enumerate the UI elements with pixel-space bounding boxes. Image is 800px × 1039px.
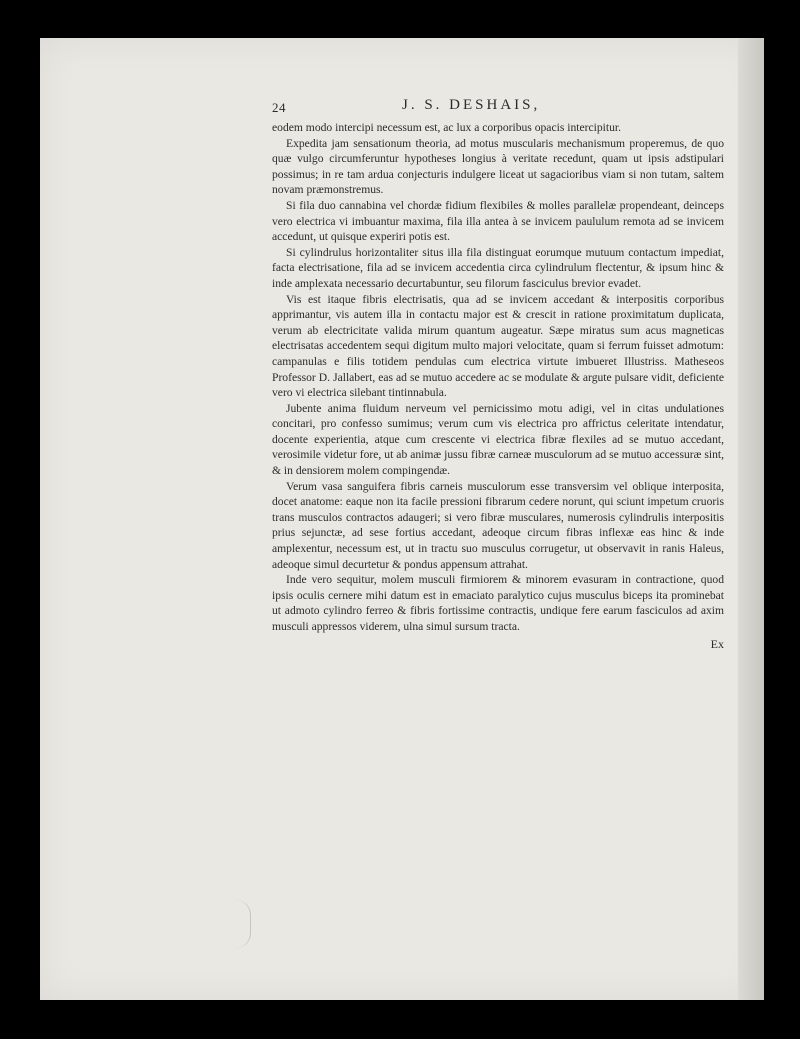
running-title: J. S. DESHAIS, [402, 97, 541, 113]
paragraph-2: Expedita jam sensationum theoria, ad motus muscularis mechanismum properemus, de quo quæ vulgo circumferuntur hypotheses longius à veritate recedunt, quam ut ipsis adstipulari possimus; in re tam ardua conjecturis indulgere liceat ut sagacioribus viam si non tutam, saltem novam præmonstremus. [272, 136, 724, 197]
page-edge-shadow [738, 38, 764, 1000]
running-head [272, 98, 724, 120]
paragraph-3: Si fila duo cannabina vel chordæ fidium flexibiles & molles parallelæ propendeant, deinceps vero electrica vi imbuantur maxima, fila illa antea à se invicem paululum remota ad se invicem accedunt, ut quisque experiri potis est. [272, 198, 724, 244]
paragraph-4: Si cylindrulus horizontaliter situs illa fila distinguat eorumque mutuum contactum impediat, facta electrisatione, fila ad se invicem accedentia circa cylindrulum flectentur, & ipsum hinc & inde amplexata necessario decurtabuntur, seu filorum fasciculus brevior evadet. [272, 245, 724, 290]
book-page [40, 38, 764, 1000]
paragraph-5: Vis est itaque fibris electrisatis, qua ad se invicem accedant & interpositis corporibus apprimantur, vis autem illa in contactu major est & crescit in ratione proximitatum duplicata, verum ab electricitate valida mirum quantum augeatur. Sæpe miratus sum acus magneticas electrisatas accedentem sequi digitum multo majori velocitate, quam si ferrum fuisset admotum: campanulas e filis totidem pendulas cum electrica virtute imbueret Illustriss. Matheseos Professor D. Jallabert, eas ad se mutuo accedere ac se modulate & argute pulsare vidit, deficiente vero vi electrica silebant tintinnabula. [272, 292, 724, 400]
paragraph-6: Jubente anima fluidum nerveum vel pernicissimo motu adigi, vel in citas undulationes concitari, pro confesso sumimus; verum cum vis electrica pro affrictus celeritate intendatur, docente experientia, atque cum crescente vi electrica fibræ flexiles ad se mutuo accedant, verosimile videtur fore, ut ab animæ jussu fibræ carneæ musculorum ad se mutuo accessuræ sint, & in densiorem molem compingendæ. [272, 401, 724, 478]
margin-stain [236, 900, 251, 948]
paragraph-7: Verum vasa sanguifera fibris carneis musculorum esse transversim vel oblique interposita, docet anatome: eaque non ita facile pressioni fibrarum cedere norunt, qui sciunt impetum cruoris trans musculos contractos adaugeri; si vero fibræ musculares, numerosis cylindrulis interpositis prius sejunctæ, ad sese fortius accedant, adeoque circum fibras inflexæ eas hinc & inde amplexentur, necessum est, ut in tractu suo musculus corrugetur, ut observavit in ranis Haleus, adeoque simul decurtetur & pondus appensum attrahat. [272, 479, 724, 571]
paragraph-1: eodem modo intercipi necessum est, ac lux a corporibus opacis intercipitur. [272, 121, 622, 134]
catchword: Ex [710, 636, 724, 651]
page-number: 24 [272, 100, 286, 115]
paragraph-8: Inde vero sequitur, molem musculi firmiorem & minorem evasuram in contractione, quod ipsis oculis cernere mihi datum est in emaciato paralytico cujus musculus biceps ita prominebat ut admoto cylindro ferreo & fibris fortissime contractis, undique fere earum fasciculos ad axim musculi appressos viderem, ulna simul sursum tracta. [272, 573, 724, 633]
text-block [272, 98, 724, 652]
